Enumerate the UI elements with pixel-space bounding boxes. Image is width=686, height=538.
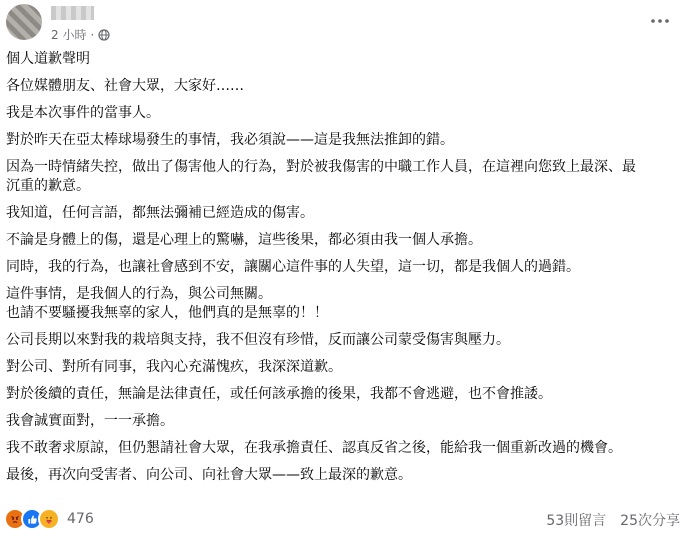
post-title — [6, 50, 676, 69]
author-name-blurred[interactable] — [51, 6, 94, 20]
paragraph-line: 因為一時情緒失控，做出了傷害他人的行為，對於被我傷害的中職工作人員，在這裡向您致上最深、最 — [6, 159, 636, 175]
post-paragraph — [6, 285, 676, 323]
comments-count[interactable]: 53則留言 — [546, 513, 607, 529]
post-paragraph — [6, 358, 676, 377]
post-paragraph — [6, 385, 676, 404]
paragraph-line: 這件事情，是我個人的行為，與公司無關。 — [6, 286, 272, 302]
paragraph-line: 我知道，任何言語，都無法彌補已經造成的傷害。 — [6, 205, 314, 221]
paragraph-line: 各位媒體朋友、社會大眾，大家好…… — [6, 78, 244, 94]
post-paragraph — [6, 131, 676, 150]
paragraph-line: 公司長期以來對我的栽培與支持，我不但沒有珍惜，反而讓公司蒙受傷害與壓力。 — [6, 332, 510, 348]
post-paragraph — [6, 466, 676, 485]
paragraph-line: 我是本次事件的當事人。 — [6, 105, 160, 121]
paragraph-line: 對於後續的責任，無論是法律責任，或任何該承擔的後果，我都不會逃避，也不會推諉。 — [6, 386, 552, 402]
engagement-stats — [546, 510, 680, 530]
separator-dot: · — [90, 27, 95, 42]
shares-count[interactable]: 25次分享 — [620, 513, 680, 529]
globe-icon — [98, 29, 110, 41]
post-paragraph — [6, 104, 676, 123]
avatar[interactable] — [6, 4, 42, 40]
paragraph-line: 對於昨天在亞太棒球場發生的事情，我必須說——這是我無法推卸的錯。 — [6, 132, 454, 148]
post-paragraph — [6, 204, 676, 223]
paragraph-line: 最後，再次向受害者、向公司、向社會大眾——致上最深的歉意。 — [6, 467, 412, 483]
post-footer — [0, 504, 686, 534]
paragraph-line: 不論是身體上的傷，還是心理上的驚嚇，這些後果，都必須由我一個人承擔。 — [6, 232, 482, 248]
reaction-count[interactable]: 476 — [67, 511, 94, 527]
paragraph-line: 我會誠實面對，一一承擔。 — [6, 413, 174, 429]
post-paragraph — [6, 158, 676, 196]
paragraph-line: 個人道歉聲明 — [6, 51, 90, 67]
post-meta — [51, 26, 110, 43]
post-paragraph — [6, 331, 676, 350]
timestamp[interactable]: 2 小時 — [51, 28, 87, 42]
paragraph-line: 也請不要騷擾我無辜的家人，他們真的是無辜的！！ — [6, 305, 328, 321]
paragraph-line: 沉重的歉意。 — [6, 178, 90, 194]
paragraph-line: 對公司、對所有同事，我內心充滿愧疚，我深深道歉。 — [6, 359, 342, 375]
care-reaction-icon — [38, 508, 60, 530]
reactions-summary[interactable] — [4, 508, 94, 530]
post-paragraph — [6, 439, 676, 458]
post-header — [0, 0, 686, 44]
post-paragraph — [6, 231, 676, 250]
more-options-icon[interactable] — [648, 14, 672, 28]
post-paragraph — [6, 77, 676, 96]
post-paragraph — [6, 412, 676, 431]
paragraph-line: 我不敢奢求原諒，但仍懇請社會大眾，在我承擔責任、認真反省之後，能給我一個重新改過的機會。 — [6, 440, 622, 456]
paragraph-line: 同時，我的行為，也讓社會感到不安，讓關心這件事的人失望，這一切，都是我個人的過錯。 — [6, 259, 580, 275]
post-paragraph — [6, 258, 676, 277]
post-text — [6, 50, 676, 493]
